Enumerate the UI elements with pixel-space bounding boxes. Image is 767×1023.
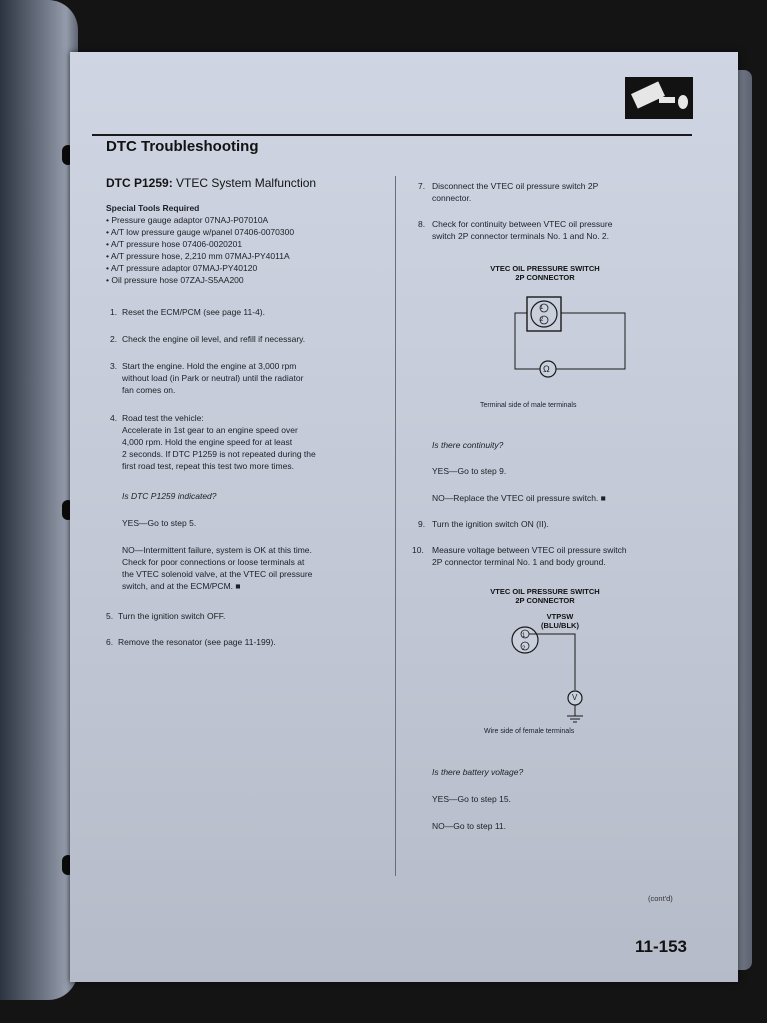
answer-no: switch, and at the ECM/PCM. ■	[122, 581, 241, 591]
step-number: 9.	[418, 519, 426, 529]
wire-label-line: VTPSW	[546, 612, 574, 621]
step-number: 6.	[106, 637, 114, 647]
tool-item: • A/T low pressure gauge w/panel 07406-0070300	[106, 227, 295, 237]
step-text: Check for continuity between VTEC oil pressure	[432, 219, 613, 229]
step-number: 1.	[110, 307, 118, 317]
answer-no: NO—Go to step 11.	[432, 821, 507, 831]
answer-yes: YES—Go to step 15.	[432, 794, 511, 804]
diagram-title	[470, 264, 620, 282]
pin-label: 2	[522, 646, 526, 652]
pin-label: 1	[522, 633, 526, 639]
step-number: 4.	[110, 413, 118, 423]
column-divider	[395, 176, 396, 876]
question: Is there continuity?	[432, 440, 504, 450]
continuity-test-diagram	[505, 287, 645, 397]
step-text: 2 seconds. If DTC P1259 is not repeated during the	[122, 449, 316, 459]
tool-item: • Pressure gauge adaptor 07NAJ-P07010A	[106, 215, 269, 225]
diagram-title-line: VTEC OIL PRESSURE SWITCH	[490, 264, 600, 273]
step-text: Measure voltage between VTEC oil pressure switch	[432, 545, 627, 555]
answer-yes: YES—Go to step 9.	[432, 466, 507, 476]
step-text: Turn the ignition switch ON (II).	[432, 519, 549, 529]
step-text: Road test the vehicle:	[122, 413, 204, 423]
step-number: 3.	[110, 361, 118, 371]
ohmmeter-icon: Ω	[543, 364, 550, 374]
diagram-title-line: 2P CONNECTOR	[515, 273, 575, 282]
step-text: Accelerate in 1st gear to an engine speed over	[122, 425, 298, 435]
step-number: 7.	[418, 181, 426, 191]
answer-yes: YES—Go to step 5.	[122, 518, 197, 528]
step-text: connector.	[432, 193, 472, 203]
pin-label: 1	[540, 305, 544, 311]
step-text: 4,000 rpm. Hold the engine speed for at least	[122, 437, 293, 447]
answer-no: NO—Replace the VTEC oil pressure switch. ■	[432, 493, 606, 503]
answer-no: Check for poor connections or loose terminals at	[122, 557, 305, 567]
step-number: 5.	[106, 611, 114, 621]
page-number: 11-153	[635, 937, 687, 956]
manual-page	[70, 52, 738, 982]
step-text: Disconnect the VTEC oil pressure switch 2P	[432, 181, 599, 191]
tool-item: • A/T pressure adaptor 07MAJ-PY40120	[106, 263, 258, 273]
step-text: fan comes on.	[122, 385, 176, 395]
diagram-title-line: 2P CONNECTOR	[515, 596, 575, 605]
continued-note: (cont'd)	[648, 894, 673, 903]
dtc-heading	[106, 176, 316, 190]
step-text: Remove the resonator (see page 11-199).	[118, 637, 276, 647]
step-number: 2.	[110, 334, 118, 344]
answer-no: the VTEC solenoid valve, at the VTEC oil pressure	[122, 569, 313, 579]
tool-item: • A/T pressure hose, 2,210 mm 07MAJ-PY4011A	[106, 251, 290, 261]
step-text: Reset the ECM/PCM (see page 11-4).	[122, 307, 265, 317]
page-title: DTC Troubleshooting	[106, 138, 259, 155]
step-number: 10.	[412, 545, 424, 555]
tools-heading: Special Tools Required	[106, 203, 200, 213]
tool-item: • A/T pressure hose 07406-0020201	[106, 239, 243, 249]
diagram-caption: Wire side of female terminals	[484, 728, 575, 735]
tool-item: • Oil pressure hose 07ZAJ-S5AA200	[106, 275, 244, 285]
step-text: Turn the ignition switch OFF.	[118, 611, 226, 621]
fuel-emissions-section-icon	[625, 77, 693, 119]
step-text: 2P connector terminal No. 1 and body ground.	[432, 557, 606, 567]
wire-label-line: (BLU/BLK)	[541, 621, 579, 630]
step-text: switch 2P connector terminals No. 1 and No. 2.	[432, 231, 610, 241]
step-text: without load (in Park or neutral) until the radiator	[122, 373, 304, 383]
pin-label: 2	[540, 317, 544, 323]
dtc-code: DTC P1259:	[106, 176, 173, 190]
diagram-title-line: VTEC OIL PRESSURE SWITCH	[490, 587, 600, 596]
step-number: 8.	[418, 219, 426, 229]
step-text: Check the engine oil level, and refill if necessary.	[122, 334, 306, 344]
step-text: Start the engine. Hold the engine at 3,000 rpm	[122, 361, 297, 371]
voltmeter-icon: V	[572, 693, 578, 702]
diagram-caption: Terminal side of male terminals	[480, 402, 577, 409]
question: Is DTC P1259 indicated?	[122, 491, 217, 501]
dtc-name: VTEC System Malfunction	[176, 176, 317, 190]
header-rule	[92, 134, 692, 136]
answer-no: NO—Intermittent failure, system is OK at this time.	[122, 545, 312, 555]
step-text: first road test, repeat this test two more times.	[122, 461, 294, 471]
question: Is there battery voltage?	[432, 767, 524, 777]
diagram-title	[470, 587, 620, 605]
